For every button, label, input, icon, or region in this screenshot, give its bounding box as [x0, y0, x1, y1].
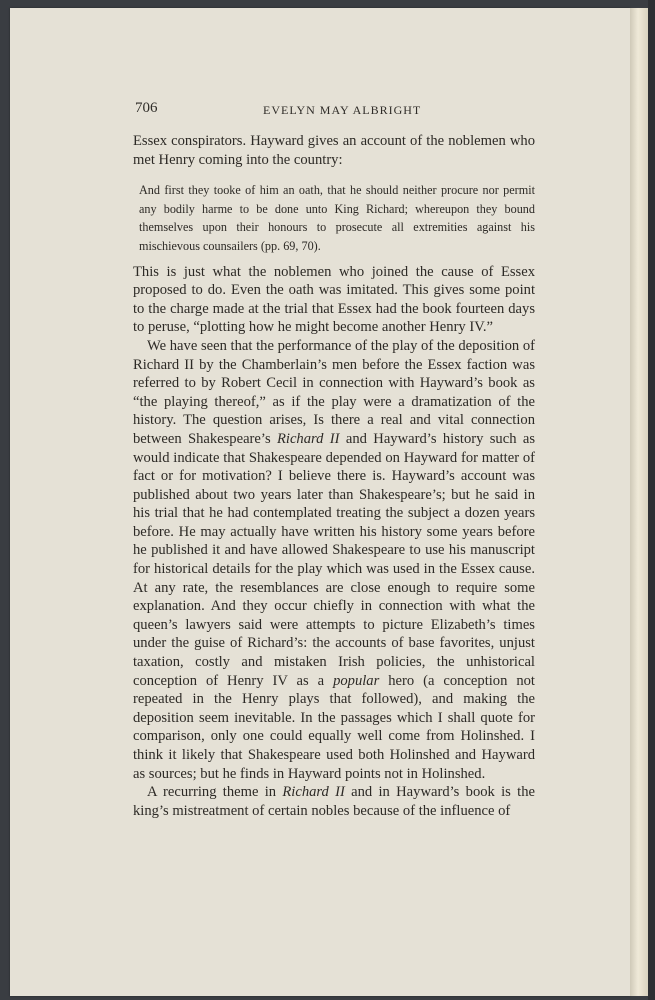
paragraph-4-text-b: and in Hayward’s book is the king’s mistreatment of certain nobles because of the influence of [133, 784, 535, 819]
work-title-richard-ii-2: Richard II [282, 784, 345, 801]
paragraph-3-text-c: hero (a conception not repeated in the Henry plays that followed), and making the deposition seem inevitable. In the passages which I shall quote for comparison, only one could equally well come from Holinshed. I think it likely that Shakespeare used both Holinshed and Hayward as sources; but he finds in Hayward points not in Holinshed. [133, 672, 535, 782]
paragraph-2: This is just what the noblemen who joined the cause of Essex proposed to do. Even the oath was imitated. This gives some point to the charge made at the trial that Essex had the book fourteen days to peruse, “plotting how he might become another Henry IV.” [133, 263, 535, 336]
page-content [133, 132, 535, 820]
emphasis-popular: popular [333, 672, 380, 689]
page-number: 706 [135, 100, 158, 116]
paragraph-3-text-b: and Hayward’s history such as would indicate that Shakespeare depended on Hayward for matter of fact or for motivation? I believe there is. Hayward’s account was published about two years later than Shakespeare’s; but he said in his trial that he had contemplated treating the subject a dozen years before. He may actually have written his history some years before he published it and have allowed Shakespeare to use his manuscript for historical details for the play which was used in the Essex cause. At any rate, the resemblances are close enough to require some explanation. And they occur chiefly in connection with what the queen’s lawyers said were attempts to picture Elizabeth’s times under the guise of Richard’s: the accounts of base favorites, unjust taxation, costly and mistaken Irish policies, the unhistorical conception of Henry IV as a [133, 430, 535, 689]
paragraph-1: Essex conspirators. Hayward gives an account of the noblemen who met Henry coming into the country: [133, 133, 535, 168]
paragraph-3 [133, 337, 535, 783]
book-spine [630, 8, 648, 996]
scan-edge [648, 0, 655, 1000]
paragraph-3-text-a: We have seen that the performance of the play of the deposition of Richard II by the Chamberlain’s men before the Essex faction was referred to by Robert Cecil in connection with Hayward’s book as “the playing thereof,” as if the play were a dramatization of the history. The question arises, Is there a real and vital connection between Shakespeare’s [133, 337, 535, 447]
paragraph-4-text-a: A recurring theme in [147, 784, 283, 801]
paragraph-4 [133, 783, 535, 820]
running-head [135, 100, 535, 122]
block-quote: And first they tooke of him an oath, that he should neither procure nor permit any bodily harme to be done unto King Richard; whereupon they bound themselves upon their honours to prosecute all extremities against his mischievous counsailers (pp. 69, 70). [139, 183, 535, 253]
running-head-title: EVELYN MAY ALBRIGHT [263, 103, 422, 117]
work-title-richard-ii: Richard II [276, 430, 340, 447]
